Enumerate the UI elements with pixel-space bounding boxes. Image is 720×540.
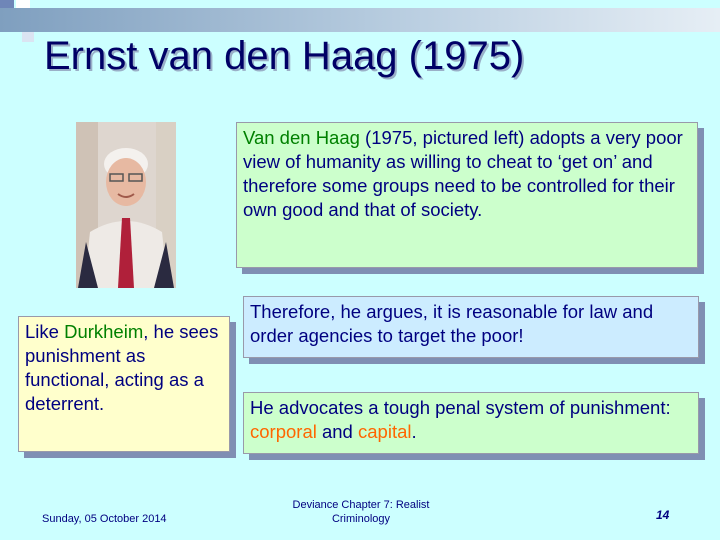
footer-date: Sunday, 05 October 2014 [42, 513, 167, 525]
portrait-photo [76, 122, 176, 288]
intro-text: (1975, pictured left) adopts a very poor view of humanity as willing to cheat to ‘get on’ and therefore some groups need to be controlled for their own good and that of society. [243, 127, 683, 220]
intro-textbox [236, 122, 698, 268]
van-den-haag-name: Van den Haag [243, 127, 360, 148]
slide-title: Ernst van den Haag (1975) [44, 34, 525, 78]
page-number: 14 [656, 508, 670, 522]
penal-post: . [411, 421, 417, 442]
durkheim-post: , he sees punishment as functional, acting as a deterrent. [25, 321, 219, 414]
capital-word: capital [358, 421, 412, 442]
penal-system-textbox [243, 392, 699, 454]
title-bar [0, 8, 720, 32]
penal-pre: He advocates a tough penal system of punishment: [250, 397, 671, 418]
durkheim-pre: Like [25, 321, 65, 342]
corporal-word: corporal [250, 421, 317, 442]
durkheim-name: Durkheim [64, 321, 144, 342]
durkheim-textbox [18, 316, 230, 452]
target-poor-textbox [243, 296, 699, 358]
target-poor-text: Therefore, he argues, it is reasonable for law and order agencies to target the poor! [250, 301, 654, 346]
footer-title: Deviance Chapter 7: Realist Criminology [292, 499, 430, 525]
person-photo-icon [76, 122, 176, 288]
penal-mid: and [316, 421, 358, 442]
